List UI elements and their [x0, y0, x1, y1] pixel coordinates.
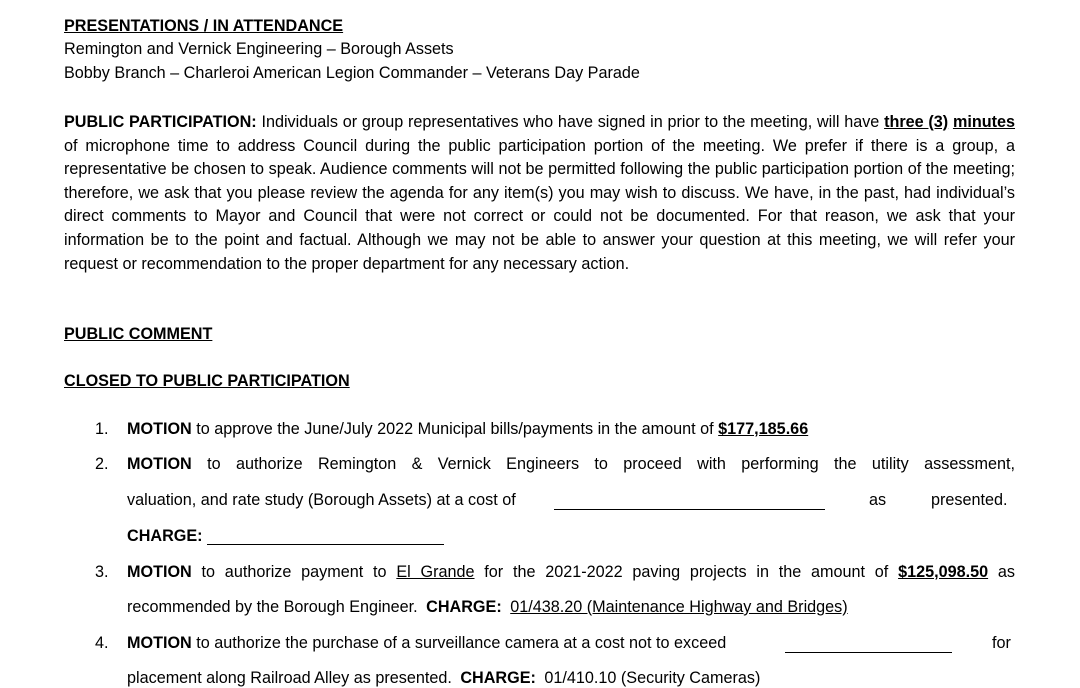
motion-3-text-line-2: recommended by the Borough Engineer.	[127, 598, 418, 616]
attendance-line-1: Remington and Vernick Engineering – Borough Assets	[64, 40, 454, 58]
motion-3-keyword: MOTION	[127, 563, 192, 581]
motion-3-amount: $125,098.50	[898, 563, 989, 581]
motion-3-charge-label: CHARGE:	[426, 598, 502, 616]
motion-2-keyword: MOTION	[127, 455, 192, 473]
motion-2-as: as	[869, 491, 887, 509]
motion-3-number: 3.	[95, 563, 109, 581]
motion-3-line-2	[127, 598, 848, 617]
motion-1-number: 1.	[95, 420, 109, 438]
public-participation-time-limit: three (3)	[884, 113, 949, 131]
motion-4-keyword: MOTION	[127, 634, 192, 652]
public-participation-text-before: Individuals or group representatives who have signed in prior to the meeting, will have	[261, 113, 880, 131]
motion-4-line-2	[127, 669, 760, 688]
motion-2-cost-blank	[554, 509, 825, 510]
motion-2-number: 2.	[95, 455, 109, 473]
motion-3-charge-value: 01/438.20 (Maintenance Highway and Bridges)	[510, 598, 848, 616]
public-participation-text-after: of microphone time to address Council during the public participation portion of the meeting. We prefer if there is a group, a representative be chosen to speak. Audience comments will not be permitted following the public participation portion of the meeting; therefore, we ask that you please review the agenda for any item(s) you may wish to discuss. We have, in the past, had individual’s direct comments to Mayor and Council that were not correct or could not be documented. For that reason, we ask that your information be to the point and factual. Although we may not be able to answer your question at this meeting, we will refer your request or recommendation to the proper department for any necessary action.	[64, 136, 1015, 273]
public-participation-paragraph	[64, 111, 1015, 276]
attendance-line-2: Bobby Branch – Charleroi American Legion Commander – Veterans Day Parade	[64, 64, 640, 82]
motion-1-amount: $177,185.66	[718, 420, 809, 438]
motion-2-charge-label: CHARGE:	[127, 527, 203, 545]
public-participation-minutes: minutes	[952, 113, 1016, 131]
motion-2-text-line-2: valuation, and rate study (Borough Assets) at a cost of	[127, 491, 516, 509]
attendance-heading: PRESENTATIONS / IN ATTENDANCE	[64, 17, 344, 35]
motion-4-for: for	[992, 634, 1011, 652]
motion-4-charge-value: 01/410.10 (Security Cameras)	[544, 669, 761, 687]
motion-4-text: to authorize the purchase of a surveillance camera at a cost not to exceed	[196, 634, 727, 652]
motion-4-line-1	[127, 634, 726, 653]
motion-3-text-c: as	[997, 563, 1015, 581]
public-participation-label: PUBLIC PARTICIPATION:	[64, 113, 257, 131]
public-comment-heading: PUBLIC COMMENT	[64, 325, 213, 343]
motion-4-number: 4.	[95, 634, 109, 652]
motion-2-presented: presented.	[931, 491, 1008, 509]
motion-4-cost-blank	[785, 652, 952, 653]
motion-2-text-line-1: to authorize Remington & Vernick Engineers to proceed with performing the utility assessment,	[207, 455, 1015, 473]
motion-1-keyword: MOTION	[127, 420, 192, 438]
motion-4-text-line-2: placement along Railroad Alley as presented.	[127, 669, 452, 687]
motion-3-vendor: El Grande	[396, 563, 475, 581]
motion-3-text-b: for the 2021-2022 paving projects in the amount of	[484, 563, 889, 581]
motion-1-text: to approve the June/July 2022 Municipal bills/payments in the amount of	[196, 420, 714, 438]
motion-3-text-a: to authorize payment to	[201, 563, 387, 581]
motion-3-line-1	[127, 563, 1015, 582]
motion-1	[127, 420, 1015, 439]
motion-2-line-1	[127, 455, 1015, 474]
motion-2-charge-blank	[207, 544, 444, 545]
motion-4-charge-label: CHARGE:	[460, 669, 536, 687]
closed-heading: CLOSED TO PUBLIC PARTICIPATION	[64, 372, 350, 390]
